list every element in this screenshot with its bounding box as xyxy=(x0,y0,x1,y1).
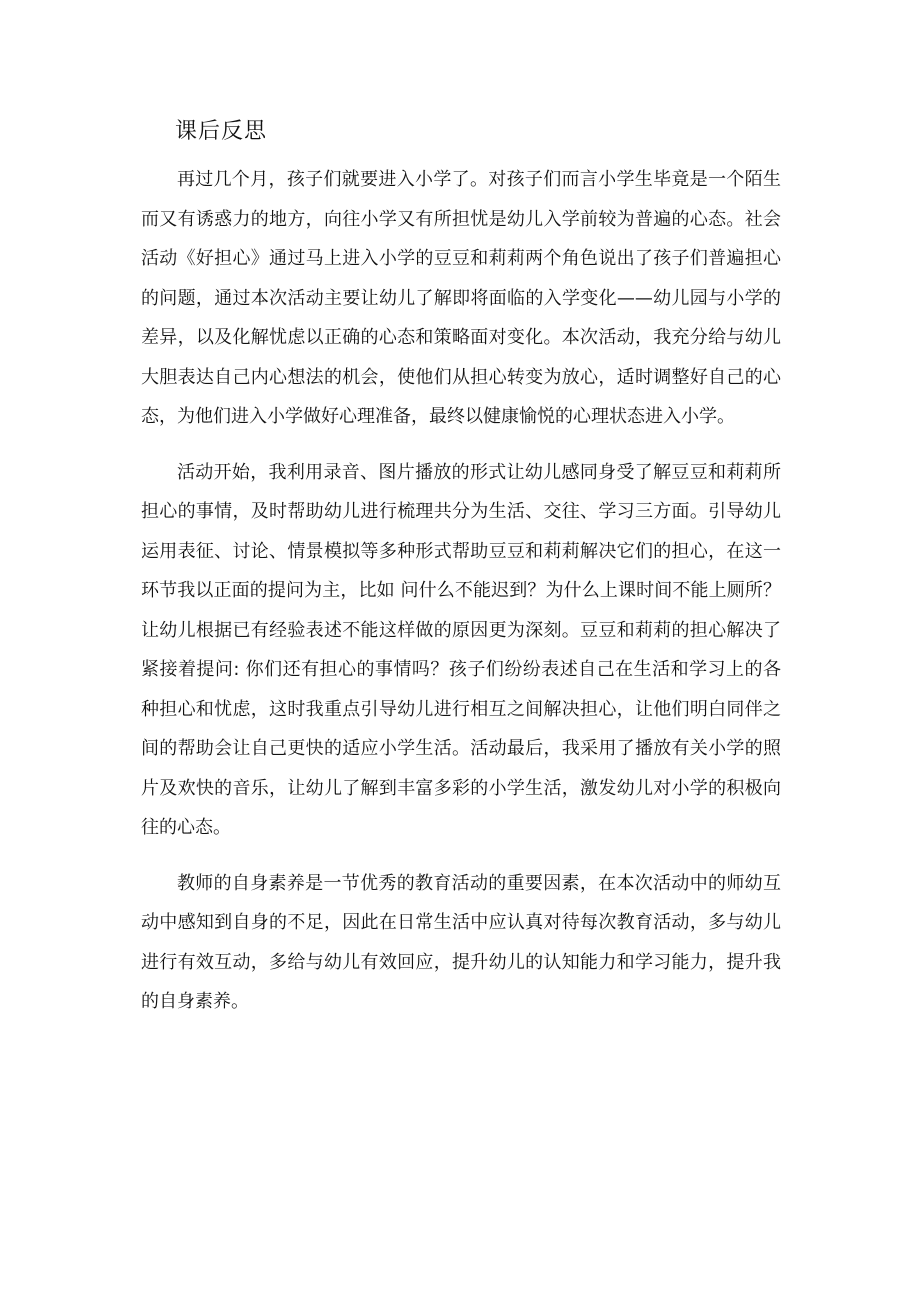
document-title: 课后反思 xyxy=(175,119,268,144)
paragraph-activity-process: 活动开始，我利用录音、图片播放的形式让幼儿感同身受了解豆豆和莉莉所担心的事情，及时帮助幼儿进行梳理共分为生活、交往、学习三方面。引导幼儿运用表征、讨论、情景模拟等多种形式帮助豆豆和莉莉解决它们的担心，在这一环节我以正面的提问为主，比如 问什么不能迟到？为什么上课时间不能上厕所？让幼儿根据已有经验表述不能这样做的原因更为深刻。豆豆和莉莉的担心解决了紧接着提问: 你们还有担心的事情吗？孩子们纷纷表述自己在生活和学习上的各种担心和忧虑，这时我重点引导幼儿进行相互之间解决担心，让他们明白同伴之间的帮助会让自己更快的适应小学生活。活动最后，我采用了播放有关小学的照片及欢快的音乐，让幼儿了解到丰富多彩的小学生活，激发幼儿对小学的积极向往的心态。 xyxy=(141,461,781,838)
document-body xyxy=(141,112,781,1038)
paragraph-teacher-reflection: 教师的自身素养是一节优秀的教育活动的重要因素，在本次活动中的师幼互动中感知到自身的不足，因此在日常生活中应认真对待每次教育活动，多与幼儿进行有效互动，多给与幼儿有效回应，提升幼儿的认知能力和学习能力，提升我的自身素养。 xyxy=(141,872,781,1012)
paragraph-intro: 再过几个月，孩子们就要进入小学了。对孩子们而言小学生毕竟是一个陌生而又有诱惑力的地方，向往小学又有所担忧是幼儿入学前较为普遍的心态。社会活动《好担心》通过马上进入小学的豆豆和莉莉两个角色说出了孩子们普遍担心的问题，通过本次活动主要让幼儿了解即将面临的入学变化——幼儿园与小学的差异，以及化解忧虑以正确的心态和策略面对变化。本次活动，我充分给与幼儿大胆表达自己内心想法的机会，使他们从担心转变为放心，适时调整好自己的心态，为他们进入小学做好心理准备，最终以健康愉悦的心理状态进入小学。 xyxy=(141,169,781,427)
